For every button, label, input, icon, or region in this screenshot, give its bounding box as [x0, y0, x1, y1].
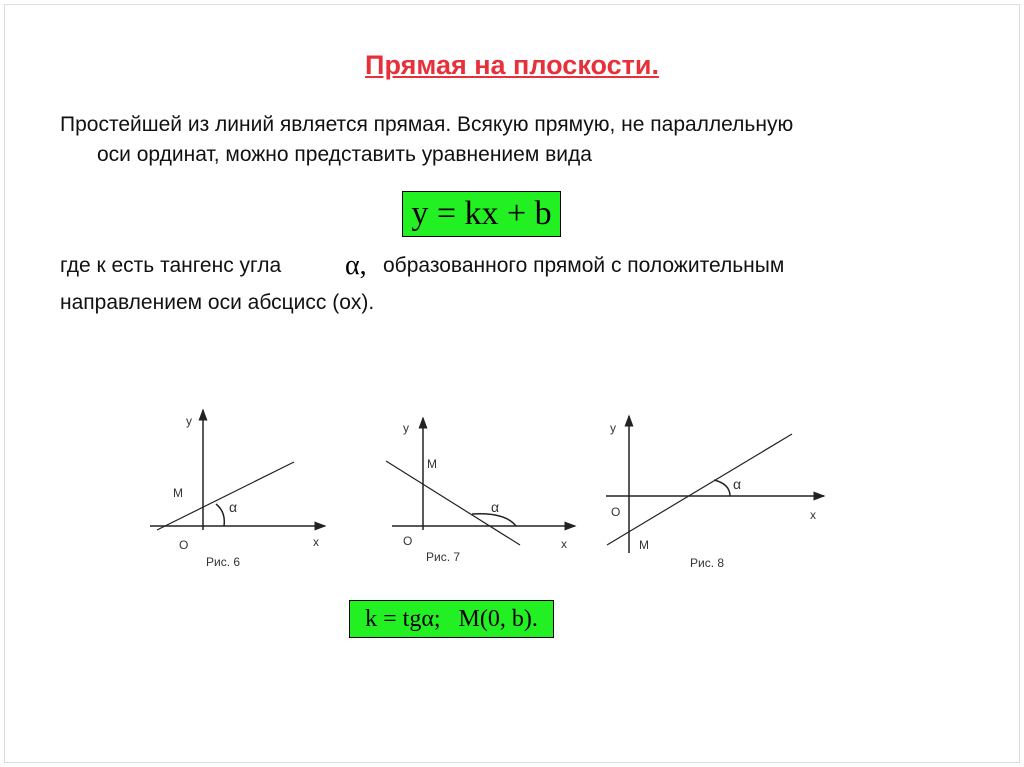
caption: Рис. 7: [426, 550, 461, 564]
paragraph-line: где к есть тангенс угла: [60, 254, 282, 277]
paragraph-line: образованного прямой с положительным: [383, 254, 785, 277]
alpha-label: α: [733, 476, 742, 492]
caption: Рис. 8: [690, 556, 725, 570]
angle-arc: [216, 504, 224, 526]
m-label: M: [173, 486, 183, 500]
m-label: M: [639, 538, 649, 552]
page-title: Прямая на плоскости.: [365, 50, 659, 80]
angle-arc: [472, 514, 516, 526]
y-label: y: [186, 414, 192, 428]
paragraph-line: направлением оси абсцисс (ox).: [60, 291, 375, 314]
paragraph-line: оси ординат, можно представить уравнением вида: [97, 143, 592, 166]
caption: Рис. 6: [206, 555, 241, 569]
figure-6: [150, 410, 325, 530]
formula-box-slope-point: k = tgα; M(0, b).: [349, 600, 554, 638]
line: [386, 461, 520, 545]
figure-7-labels: [403, 421, 567, 564]
alpha-label: α: [491, 499, 500, 515]
alpha-label: α: [229, 499, 238, 515]
x-label: x: [810, 508, 816, 522]
line: [607, 434, 792, 545]
o-label: O: [179, 538, 189, 552]
formula-box-line-equation: y = kx + b: [402, 191, 561, 237]
figure-8: [606, 416, 824, 553]
y-label: y: [403, 421, 409, 435]
figure-7: [386, 418, 575, 545]
paragraph-line: Простейшей из линий является прямая. Всякую прямую, не параллельную: [60, 113, 794, 136]
m-label: M: [427, 457, 437, 471]
o-label: O: [403, 534, 413, 548]
alpha-symbol: α,: [345, 250, 367, 281]
x-label: x: [313, 535, 319, 549]
figure-6-labels: [173, 414, 319, 569]
x-label: x: [561, 537, 567, 551]
o-label: O: [611, 505, 621, 519]
y-label: y: [610, 421, 616, 435]
angle-arc: [714, 480, 730, 496]
